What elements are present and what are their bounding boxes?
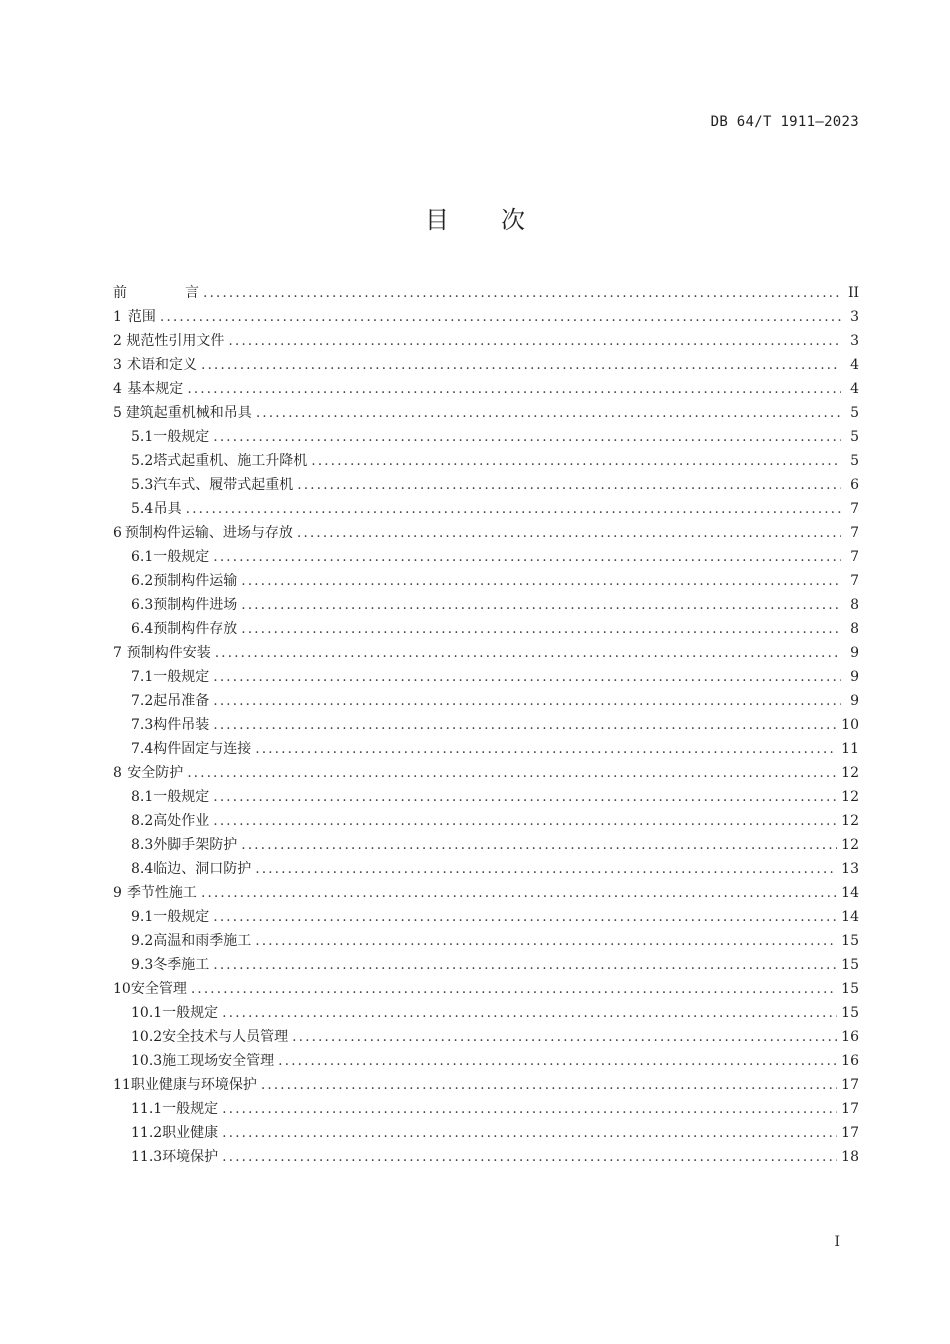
- toc-entry-page: 11: [841, 741, 859, 757]
- toc-entry-page: 7: [850, 549, 859, 565]
- toc-leader-dots: [213, 713, 837, 737]
- toc-entry-number: 5.1: [131, 429, 154, 445]
- toc-entry-number: 11.3: [131, 1149, 163, 1165]
- toc-entry-number: 8.3: [131, 837, 154, 853]
- toc-entry[interactable]: [113, 329, 859, 353]
- toc-leader-dots: [255, 737, 837, 761]
- toc-entry-number: 3: [113, 357, 122, 373]
- toc-entry[interactable]: [113, 1025, 859, 1049]
- toc-entry-label: 外脚手架防护: [153, 837, 238, 853]
- toc-entry-label: 构件固定与连接: [153, 741, 252, 757]
- toc-entry[interactable]: [113, 857, 859, 881]
- toc-entry-page: 17: [841, 1077, 859, 1093]
- toc-entry-page: 3: [850, 309, 859, 325]
- toc-entry[interactable]: [113, 953, 859, 977]
- toc-entry[interactable]: [113, 545, 859, 569]
- document-code: DB 64/T 1911—2023: [710, 114, 859, 130]
- toc-entry-page: 5: [850, 453, 859, 469]
- toc-entry-number: 11.1: [131, 1101, 163, 1117]
- toc-entry[interactable]: [113, 737, 859, 761]
- toc-entry-label: 规范性引用文件: [126, 333, 225, 349]
- toc-entry-label: 施工现场安全管理: [162, 1053, 275, 1069]
- toc-leader-dots: [191, 977, 837, 1001]
- toc-leader-dots: [241, 617, 841, 641]
- toc-leader-dots: [203, 281, 841, 305]
- toc-entry[interactable]: [113, 881, 859, 905]
- toc-entry-label: 一般规定: [162, 1005, 219, 1021]
- toc-entry[interactable]: [113, 593, 859, 617]
- toc-leader-dots: [261, 1073, 837, 1097]
- toc-leader-dots: [213, 905, 837, 929]
- toc-entry-page: 4: [850, 357, 859, 373]
- toc-title: [0, 200, 950, 235]
- toc-entry-number: 2: [113, 333, 122, 349]
- toc-entry-number: 10.1: [131, 1005, 163, 1021]
- toc-entry[interactable]: [113, 665, 859, 689]
- toc-entry[interactable]: [113, 929, 859, 953]
- toc-entry[interactable]: [113, 1097, 859, 1121]
- toc-entry-number: 6: [113, 525, 122, 541]
- toc-entry[interactable]: [113, 1073, 859, 1097]
- toc-entry-label: 高处作业: [153, 813, 210, 829]
- toc-entry[interactable]: [113, 401, 859, 425]
- toc-leader-dots: [213, 665, 841, 689]
- toc-entry-page: 17: [841, 1125, 859, 1141]
- toc-leader-dots: [213, 809, 837, 833]
- toc-entry-label: 预制构件进场: [153, 597, 238, 613]
- toc-entry-label: 吊具: [153, 501, 182, 517]
- toc-entry[interactable]: [113, 761, 859, 785]
- toc-entry[interactable]: [113, 713, 859, 737]
- toc-entry-label: 安全技术与人员管理: [162, 1029, 289, 1045]
- toc-entry-number: 11: [113, 1077, 131, 1093]
- toc-leader-dots: [222, 1145, 837, 1169]
- toc-entry-page: 9: [850, 645, 859, 661]
- toc-entry-page: 8: [850, 621, 859, 637]
- toc-leader-dots: [213, 953, 837, 977]
- toc-entry-number: 5.4: [131, 501, 154, 517]
- toc-entry-number: 10: [113, 981, 131, 997]
- toc-entry-number: 5.3: [131, 477, 154, 493]
- toc-entry-number: 9.1: [131, 909, 154, 925]
- toc-entry-label: 范围: [127, 309, 156, 325]
- toc-entry-number: 9.2: [131, 933, 154, 949]
- toc-entry-label: 术语和定义: [127, 357, 198, 373]
- toc-leader-dots: [297, 473, 841, 497]
- toc-entry[interactable]: [113, 425, 859, 449]
- toc-entry-number: 10.2: [131, 1029, 163, 1045]
- toc-entry[interactable]: [113, 521, 859, 545]
- toc-entry-label: 高温和雨季施工: [153, 933, 252, 949]
- toc-entry-page: 17: [841, 1101, 859, 1117]
- toc-entry-label: 职业健康与环境保护: [130, 1077, 257, 1093]
- toc-leader-dots: [213, 689, 841, 713]
- toc-entry-label: 预制构件运输: [153, 573, 238, 589]
- toc-entry-page: 9: [850, 693, 859, 709]
- toc-entry-page: 14: [841, 885, 859, 901]
- toc-entry[interactable]: [113, 641, 859, 665]
- toc-entry-page: 15: [841, 981, 859, 997]
- toc-leader-dots: [255, 929, 837, 953]
- toc-entry-label: 一般规定: [153, 909, 210, 925]
- toc-entry-number: 7.1: [131, 669, 154, 685]
- toc-entry-page: 16: [841, 1029, 859, 1045]
- toc-entry-label: 季节性施工: [126, 885, 197, 901]
- toc-leader-dots: [255, 857, 837, 881]
- toc-entry-page: 4: [850, 381, 859, 397]
- toc-entry-label: 汽车式、履带式起重机: [153, 477, 294, 493]
- toc-entry-page: 16: [841, 1053, 859, 1069]
- toc-entry-label: 安全防护: [127, 765, 184, 781]
- toc-entry-label: 临边、洞口防护: [153, 861, 252, 877]
- toc-entry-page: 6: [850, 477, 859, 493]
- toc-entry-label: 建筑起重机械和吊具: [125, 405, 252, 421]
- toc-entry-page: 15: [841, 1005, 859, 1021]
- toc-entry-label: 职业健康: [162, 1125, 219, 1141]
- toc-entry-number: 6.4: [131, 621, 154, 637]
- toc-entry[interactable]: [113, 377, 859, 401]
- toc-entry-number: 8: [113, 765, 122, 781]
- toc-entry-page: 7: [850, 573, 859, 589]
- toc-leader-dots: [311, 449, 841, 473]
- toc-leader-dots: [256, 401, 841, 425]
- toc-leader-dots: [222, 1001, 837, 1025]
- toc-entry-page: 12: [841, 813, 859, 829]
- toc-entry-preface[interactable]: [113, 281, 859, 305]
- toc-entry-number: 11.2: [131, 1125, 163, 1141]
- toc-entry-page: 7: [850, 525, 859, 541]
- toc-entry-page: 3: [850, 333, 859, 349]
- toc-entry-page: 5: [850, 429, 859, 445]
- toc-leader-dots: [187, 761, 837, 785]
- toc-entry[interactable]: [113, 305, 859, 329]
- toc-entry-page: II: [847, 285, 859, 301]
- toc-entry[interactable]: [113, 617, 859, 641]
- toc-entry-label: 一般规定: [153, 549, 210, 565]
- toc-entry[interactable]: [113, 689, 859, 713]
- toc-leader-dots: [187, 377, 841, 401]
- toc-entry-number: 8.1: [131, 789, 154, 805]
- toc-entry-label: 一般规定: [162, 1101, 219, 1117]
- toc-entry-number: 9.3: [131, 957, 154, 973]
- toc-leader-dots: [297, 521, 841, 545]
- toc-entry[interactable]: [113, 353, 859, 377]
- toc-entry[interactable]: [113, 809, 859, 833]
- toc-entry-page: 14: [841, 909, 859, 925]
- toc-entry-label: 一般规定: [153, 429, 210, 445]
- toc-leader-dots: [241, 569, 841, 593]
- page-number: I: [834, 1234, 840, 1250]
- toc-entry[interactable]: [113, 905, 859, 929]
- toc-entry-label: 一般规定: [153, 789, 210, 805]
- toc-entry-number: 6.1: [131, 549, 154, 565]
- toc-leader-dots: [160, 305, 841, 329]
- toc-entry[interactable]: [113, 569, 859, 593]
- toc-entry-label: 基本规定: [127, 381, 184, 397]
- toc-leader-dots: [201, 353, 841, 377]
- toc-entry-number: 5: [113, 405, 122, 421]
- toc-entry[interactable]: [113, 449, 859, 473]
- toc-leader-dots: [213, 545, 841, 569]
- toc-entry-number: 1: [113, 309, 122, 325]
- toc-entry-number: 7.2: [131, 693, 154, 709]
- toc-entry-number: 5.2: [131, 453, 154, 469]
- toc-entry-label: 前 言: [113, 285, 199, 301]
- toc-entry-label: 环境保护: [162, 1149, 219, 1165]
- toc-entry-label: 一般规定: [153, 669, 210, 685]
- toc-entry-page: 5: [850, 405, 859, 421]
- toc-entry[interactable]: [113, 1121, 859, 1145]
- toc-entry[interactable]: [113, 977, 859, 1001]
- toc-entry-label: 预制构件存放: [153, 621, 238, 637]
- toc-entry-page: 7: [850, 501, 859, 517]
- toc-title-char-1: 目: [425, 206, 449, 234]
- toc-entry-number: 7.4: [131, 741, 154, 757]
- toc-entry-number: 7: [113, 645, 122, 661]
- toc-leader-dots: [215, 641, 841, 665]
- toc-entry-number: 10.3: [131, 1053, 163, 1069]
- toc-entry-page: 15: [841, 933, 859, 949]
- toc-entry-page: 12: [841, 837, 859, 853]
- toc-entry-page: 10: [841, 717, 859, 733]
- toc-entry-label: 预制构件安装: [126, 645, 211, 661]
- toc-title-char-2: 次: [501, 206, 525, 234]
- toc-leader-dots: [278, 1049, 837, 1073]
- toc-leader-dots: [292, 1025, 837, 1049]
- toc-entry-page: 12: [841, 789, 859, 805]
- toc-entry[interactable]: [113, 1049, 859, 1073]
- toc-entry-label: 安全管理: [130, 981, 187, 997]
- toc-entry-label: 预制构件运输、进场与存放: [124, 525, 293, 541]
- toc-entry-page: 8: [850, 597, 859, 613]
- toc-leader-dots: [222, 1121, 837, 1145]
- toc-leader-dots: [201, 881, 837, 905]
- toc-entry-number: 9: [113, 885, 122, 901]
- toc-leader-dots: [213, 785, 837, 809]
- table-of-contents: [113, 281, 859, 1169]
- toc-leader-dots: [222, 1097, 837, 1121]
- toc-entry[interactable]: [113, 497, 859, 521]
- toc-entry-page: 13: [841, 861, 859, 877]
- toc-entry-number: 7.3: [131, 717, 154, 733]
- toc-entry-label: 构件吊装: [153, 717, 210, 733]
- toc-entry[interactable]: [113, 833, 859, 857]
- toc-entry[interactable]: [113, 1001, 859, 1025]
- toc-entry[interactable]: [113, 473, 859, 497]
- toc-entry-number: 6.3: [131, 597, 154, 613]
- toc-leader-dots: [241, 593, 841, 617]
- toc-entry-number: 6.2: [131, 573, 154, 589]
- toc-entry-page: 18: [841, 1149, 859, 1165]
- toc-entry-label: 冬季施工: [153, 957, 210, 973]
- toc-leader-dots: [241, 833, 837, 857]
- toc-entry-number: 8.2: [131, 813, 154, 829]
- toc-entry-number: 8.4: [131, 861, 154, 877]
- toc-entry-page: 15: [841, 957, 859, 973]
- toc-entry[interactable]: [113, 1145, 859, 1169]
- toc-leader-dots: [186, 497, 841, 521]
- toc-entry-label: 起吊准备: [153, 693, 210, 709]
- toc-entry-page: 12: [841, 765, 859, 781]
- toc-entry-label: 塔式起重机、施工升降机: [153, 453, 308, 469]
- toc-entry-number: 4: [113, 381, 122, 397]
- toc-leader-dots: [228, 329, 841, 353]
- toc-leader-dots: [213, 425, 841, 449]
- toc-entry[interactable]: [113, 785, 859, 809]
- toc-entry-page: 9: [850, 669, 859, 685]
